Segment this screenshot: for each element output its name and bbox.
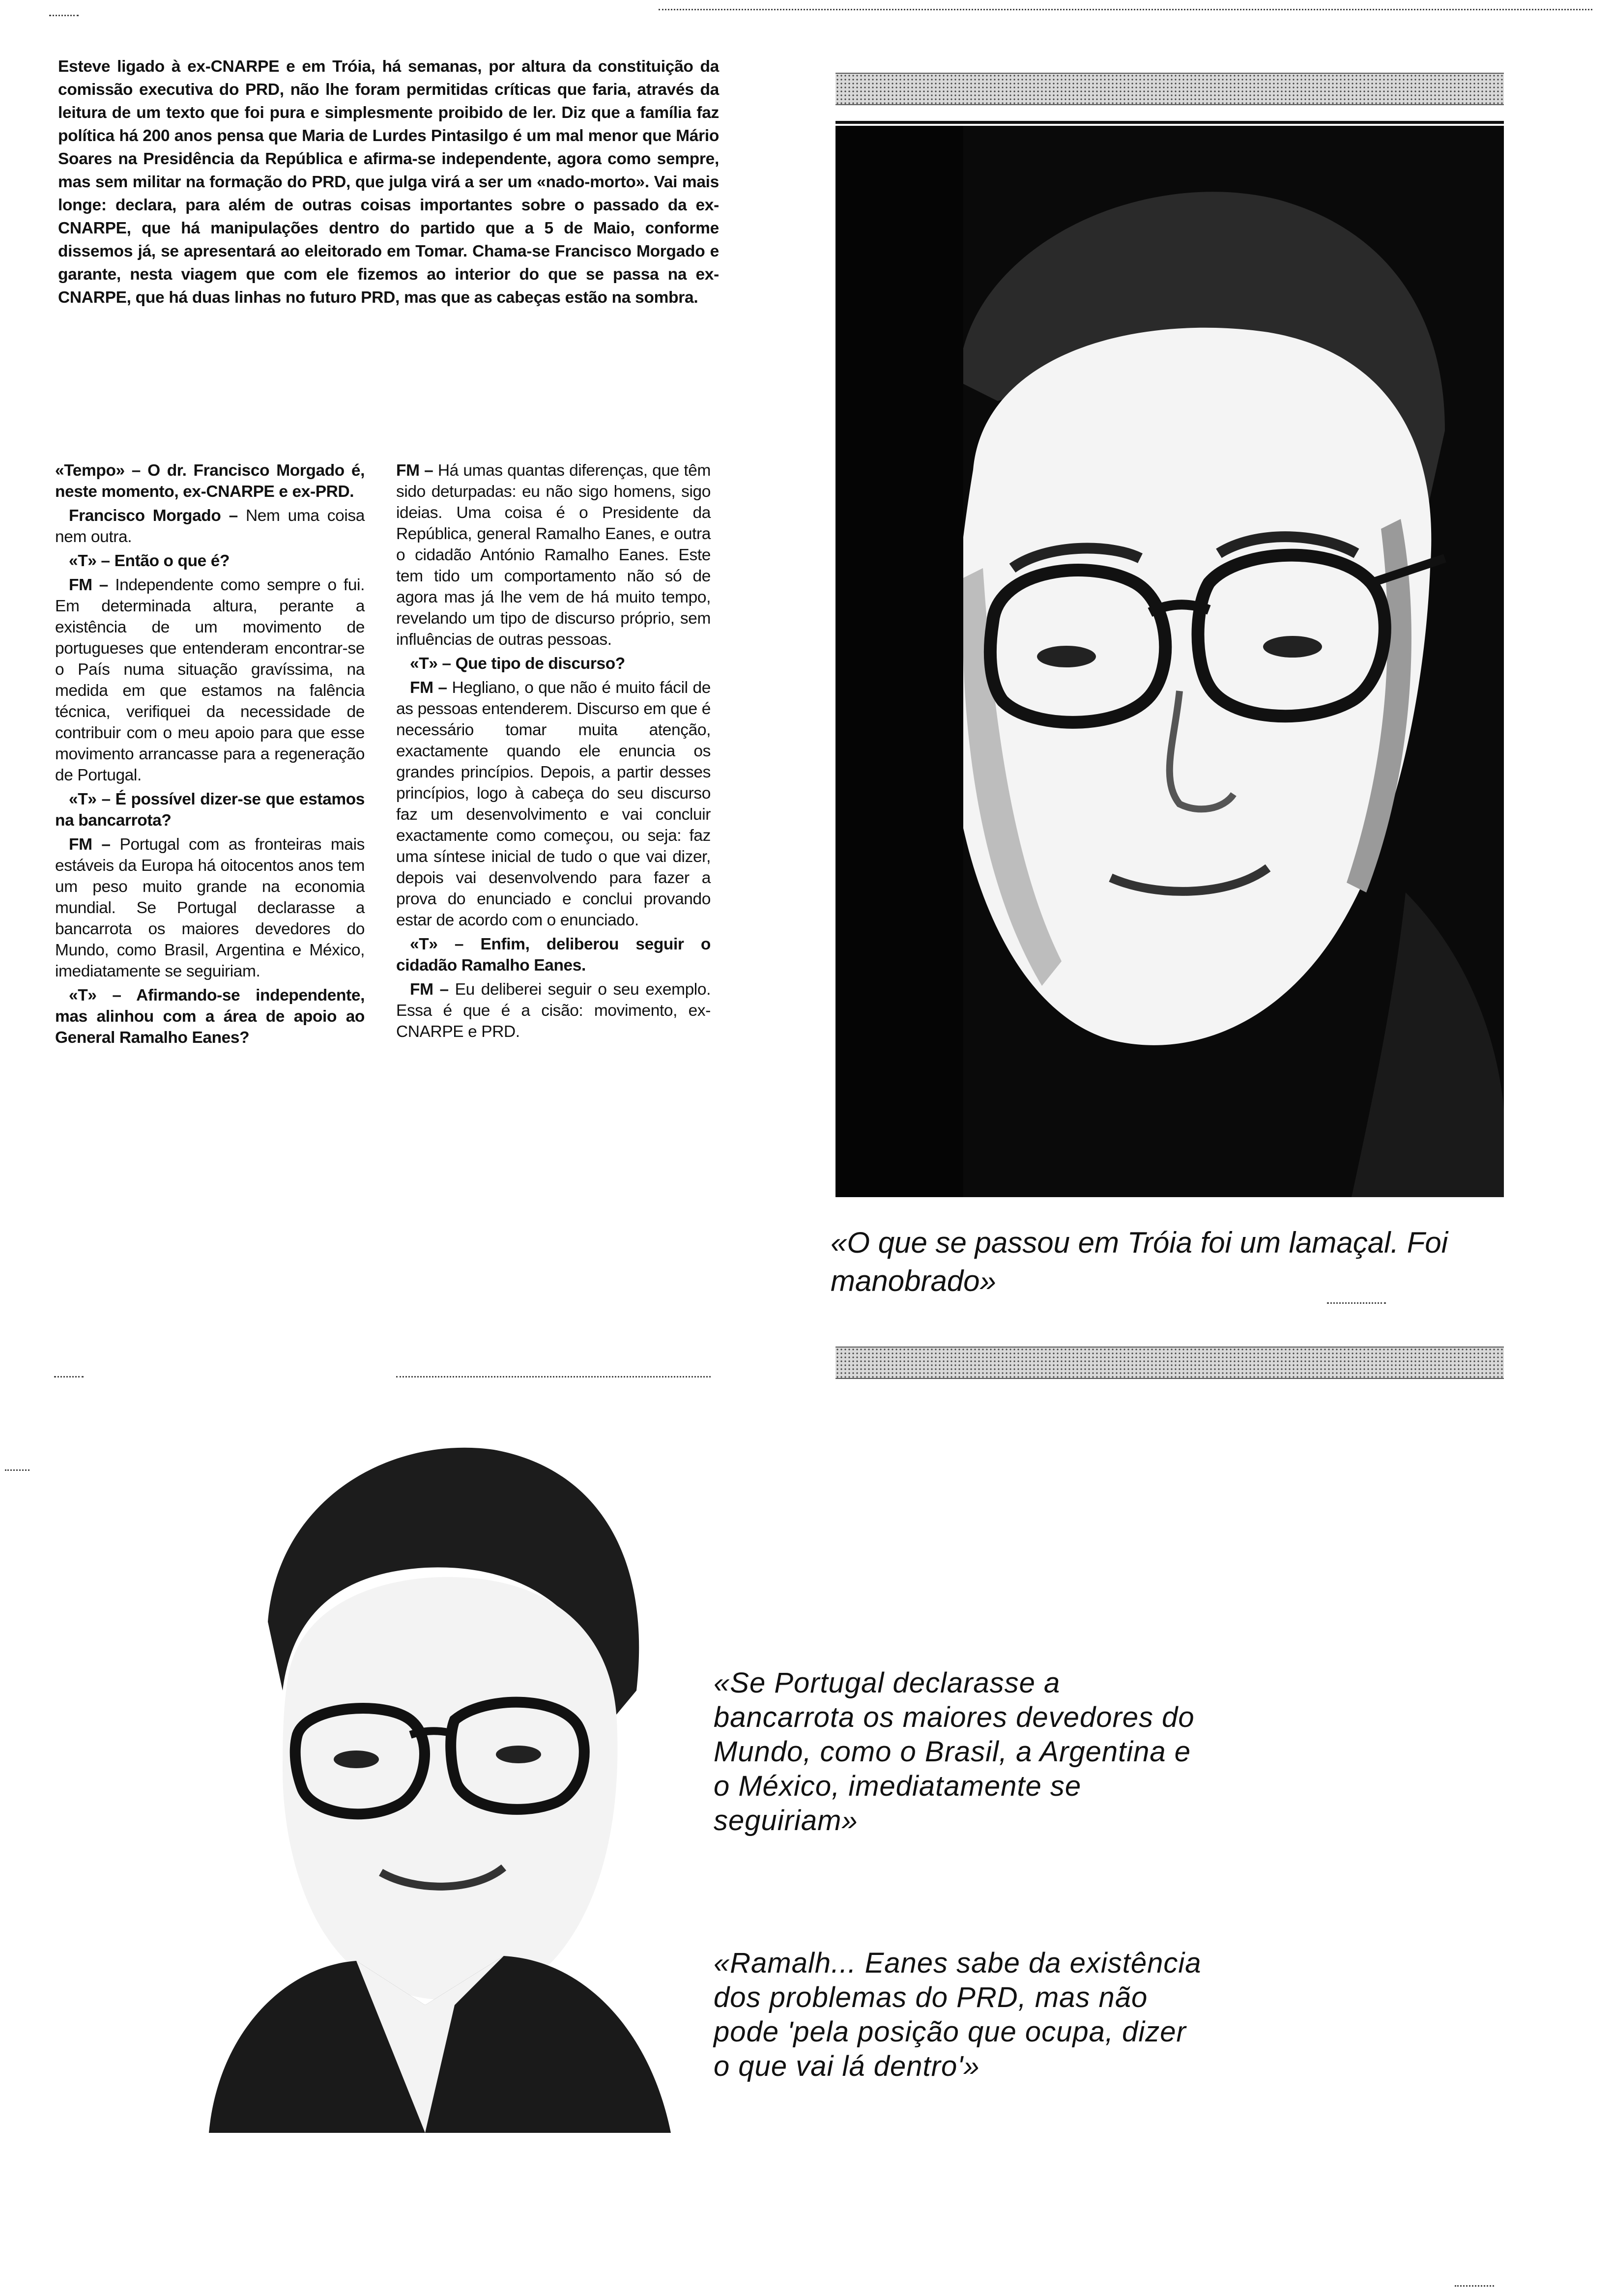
top-rule-right	[659, 9, 1592, 10]
qa-item	[396, 979, 711, 1042]
question-text: Então o que é?	[114, 552, 230, 570]
portrait-photo-bottom	[179, 1415, 671, 2133]
speaker: FM –	[410, 980, 455, 999]
answer-text: Independente como sempre o fui. Em determinada altura, perante a existência de um movimento de portugueses que entenderam encontrar-se o País numa situação gravíssima, na medida em que estamos na falência técnica, verifiquei da necessidade de contribuir com o meu apoio para que esse movimento arrancasse para a regeneração de Portugal.	[55, 576, 365, 784]
qa-item	[55, 574, 365, 786]
halftone-band-bottom	[835, 1347, 1504, 1379]
halftone-band-top	[835, 73, 1504, 105]
qa-item	[55, 505, 365, 547]
question-text: Afirmando-se independente, mas alinhou com a área de apoio ao General Ramalho Eanes?	[55, 986, 365, 1047]
answer-text: Eu deliberei seguir o seu exemplo. Essa é que é a cisão: movimento, ex-CNARPE e PRD.	[396, 980, 711, 1041]
top-rule-left	[49, 15, 79, 16]
stray-mark	[1455, 2285, 1494, 2287]
qa-item	[396, 677, 711, 931]
column-bottom-rule-left	[54, 1376, 84, 1378]
portrait-photo-top-image	[835, 126, 1504, 1197]
answer-text: Portugal com as fronteiras mais estáveis da Europa há oitocentos anos tem um peso muito grande na economia mundial. Se Portugal declarasse a bancarrota os maiores devedores do Mundo, como Brasil, Argentina e México, imediatamente se seguiriam.	[55, 835, 365, 980]
qa-item	[55, 460, 365, 502]
qa-item	[55, 985, 365, 1048]
question-text: Enfim, deliberou seguir o cidadão Ramalho Eanes.	[396, 935, 711, 975]
pull-quote-1: «Se Portugal declarasse a bancarrota os maiores devedores do Mundo, como o Brasil, a Argentina e o México, imediatamente se seguiriam»	[714, 1667, 1195, 1837]
question-text: Que tipo de discurso?	[455, 655, 625, 673]
stray-mark	[5, 1469, 29, 1471]
qa-item	[396, 653, 711, 674]
answer-text: Nem uma coisa nem outra.	[55, 507, 365, 546]
column-bottom-rule-right	[396, 1376, 711, 1378]
qa-item	[55, 834, 365, 982]
speaker: «Tempo» –	[55, 461, 148, 480]
question-text: É possível dizer-se que estamos na bancarrota?	[55, 790, 365, 830]
speaker: «T» –	[410, 935, 481, 953]
speaker: «T» –	[410, 655, 456, 673]
answer-text: Hegliano, o que não é muito fácil de as pessoas entenderem. Discurso em que é necessário tomar muita atenção, exactamente quando ele enuncia os grandes princípios. Depois, a partir desses princípios, logo à cabeça do seu discurso faz um desenvolvimento e vai concluir exactamente como começou, ou seja: faz uma síntese inicial de tudo o que vai dizer, depois vai desenvolvendo para fazer a prova do enunciado e conclui provando estar de acordo com o enunciado.	[396, 679, 711, 929]
speaker: Francisco Morgado –	[69, 507, 246, 525]
intro-text: Esteve ligado à ex-CNARPE e em Tróia, há semanas, por altura da constituição da comissão executiva do PRD, não lhe foram permitidas críticas que faria, através da leitura de um texto que foi pura e simplesmente proibido de ler. Diz que a família faz política há 200 anos pensa que Maria de Lurdes Pintasilgo é um mal menor que Mário Soares na Presidência da República e afirma-se independente, agora como sempre, mas sem militar na formação do PRD, que julga virá a ser um «nado-morto». Vai mais longe: declara, para além de outras coisas importantes sobre o passado da ex-CNARPE, que há manipulações dentro do partido que a 5 de Maio, conforme dissemos já, se apresentará ao eleitorado em Tomar. Chama-se Francisco Morgado e garante, nesta viagem que com ele fizemos ao interior do que se passa na ex-CNARPE, que há duas linhas no futuro PRD, mas que as cabeças estão na sombra.	[58, 57, 719, 307]
intro-paragraph	[58, 55, 719, 309]
speaker: «T» –	[69, 986, 137, 1004]
speaker: «T» –	[69, 790, 115, 808]
qa-item	[55, 789, 365, 831]
photo-rule-top	[835, 121, 1504, 124]
speaker: FM –	[396, 461, 438, 480]
portrait-photo-top	[835, 126, 1504, 1197]
qa-item	[396, 460, 711, 650]
pull-quote-2: «Ramalh... Eanes sabe da existência dos problemas do PRD, mas não pode 'pela posição que ocupa, dizer o que vai lá dentro'»	[714, 1947, 1202, 2082]
speaker: FM –	[69, 835, 120, 854]
qa-item	[396, 934, 711, 976]
speaker: FM –	[410, 679, 452, 697]
answer-text: Há umas quantas diferenças, que têm sido deturpadas: eu não sigo homens, sigo ideias. Uma coisa é o Presidente da República, general Ramalho Eanes, e outra o cidadão António Ramalho Eanes. Este tem tido um comportamento não só de agora mas já lhe vem de há muito tempo, revelando um tipo de discurso próprio, sem influências de outras pessoas.	[396, 461, 711, 649]
qa-item	[55, 550, 365, 572]
caption-dots	[1327, 1302, 1386, 1304]
question-text: O dr. Francisco Morgado é, neste momento, ex-CNARPE e ex-PRD.	[55, 461, 365, 501]
interview-column-1	[55, 460, 365, 1051]
portrait-photo-bottom-image	[179, 1415, 671, 2133]
interview-column-2	[396, 460, 711, 1045]
speaker: «T» –	[69, 552, 115, 570]
speaker: FM –	[69, 576, 115, 594]
photo-caption: «O que se passou em Tróia foi um lamaçal. Foi manobrado»	[831, 1226, 1448, 1297]
